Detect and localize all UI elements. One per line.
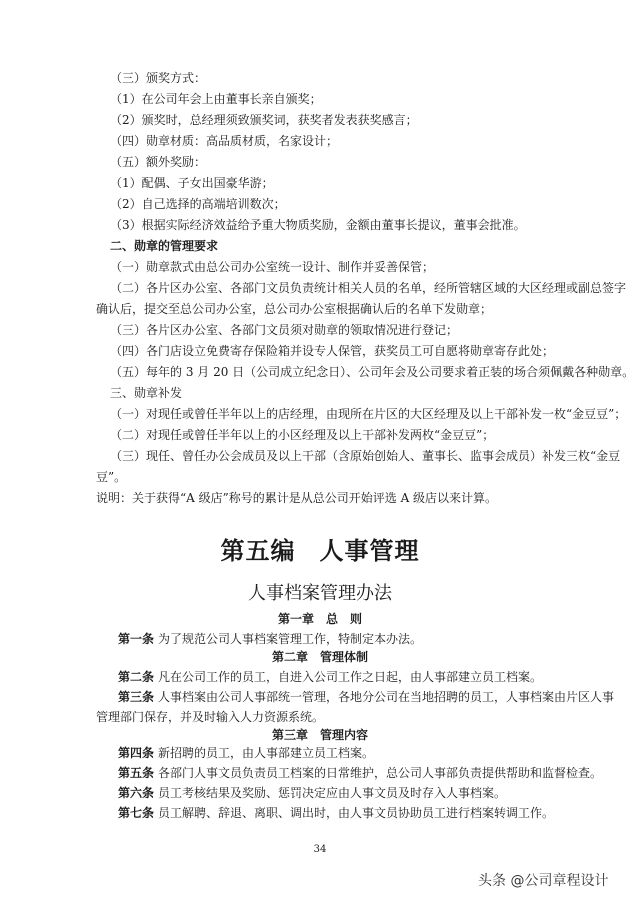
article-number: 第二条	[118, 670, 155, 684]
management-item: （二）各片区办公室、各部门文员负责统计相关人员的名单，经所管辖区域的大区经理或副总签字	[110, 281, 627, 295]
award-item: （2）颁奖时，总经理须致颁奖词，获奖者发表获奖感言；	[110, 113, 418, 127]
article	[118, 765, 602, 781]
management-item: （三）各片区办公室、各部门文员须对勋章的领取情况进行登记；	[110, 323, 459, 337]
part-number: 第五编	[220, 536, 296, 565]
award-item: （1）配偶、子女出国豪华游；	[110, 176, 274, 190]
article-text: 人事档案由公司人事部统一管理，各地分公司在当地招聘的员工，人事档案由片区人事	[158, 690, 615, 704]
management-item-continuation: 确认后，提交至总公司办公室，总公司办公室根据确认后的名单下发勋章；	[96, 302, 493, 316]
article-number: 第四条	[118, 746, 155, 760]
article-number: 第三条	[118, 690, 155, 704]
chapter-heading: 第三章 管理内容	[271, 728, 368, 742]
award-item: （五）额外奖励：	[110, 155, 207, 169]
article-text: 新招聘的员工，由人事部建立员工档案。	[158, 746, 375, 760]
article	[118, 631, 422, 647]
article-number: 第一条	[118, 632, 155, 646]
article	[118, 745, 374, 761]
article-number: 第七条	[118, 806, 155, 820]
management-item: （一）勋章款式由总公司办公室统一设计、制作并妥善保管；	[110, 260, 435, 274]
article-number: 第五条	[118, 766, 155, 780]
article-text: 为了规范公司人事档案管理工作，特制定本办法。	[158, 632, 423, 646]
page-number: 34	[313, 844, 327, 855]
article	[118, 805, 554, 821]
section-heading: 三、勋章补发	[110, 386, 183, 400]
section-heading: 二、勋章的管理要求	[110, 239, 219, 253]
reissue-item: （二）对现任或曾任半年以上的小区经理及以上干部补发两枚“金豆豆”；	[110, 428, 495, 442]
reissue-item: （一）对现任或曾任半年以上的店经理，由现所在片区的大区经理及以上干部补发一枚“金豆豆”；	[110, 407, 627, 421]
article-text: 员工考核结果及奖励、惩罚决定应由人事文员及时存入人事档案。	[158, 786, 507, 800]
chapter-heading: 第二章 管理体制	[271, 650, 368, 664]
part-name: 人事管理	[319, 536, 420, 565]
chapter-heading: 第一章 总 则	[277, 612, 362, 626]
management-item: （四）各门店设立免费寄存保险箱并设专人保管，获奖员工可自愿将勋章寄存此处；	[110, 344, 555, 358]
article-text: 凡在公司工作的员工，自进入公司工作之日起，由人事部建立员工档案。	[158, 670, 543, 684]
article-text: 各部门人事文员负责员工档案的日常维护，总公司人事部负责提供帮助和监督检查。	[158, 766, 603, 780]
award-method-heading: （三）颁奖方式：	[110, 71, 207, 85]
article	[118, 669, 542, 685]
reissue-item-continuation: 豆”。	[96, 470, 127, 484]
award-item: （3）根据实际经济效益给予重大物质奖励，金额由董事长提议，董事会批准。	[110, 218, 526, 232]
watermark: 头条 @公司章程设计	[478, 873, 609, 889]
award-item: （2）自己选择的高端培训数次；	[110, 197, 286, 211]
award-item: （四）勋章材质：高品质材质，名家设计；	[110, 134, 339, 148]
article	[118, 785, 506, 801]
document-title: 人事档案管理办法	[248, 583, 392, 604]
article	[118, 689, 614, 705]
article-text: 员工解聘、辞退、离职、调出时，由人事文员协助员工进行档案转调工作。	[158, 806, 555, 820]
note: 说明：关于获得“A 级店”称号的累计是从总公司开始评选 A 级店以来计算。	[96, 491, 498, 505]
award-item: （1）在公司年会上由董事长亲自颁奖；	[110, 92, 322, 106]
reissue-item: （三）现任、曾任办公会成员及以上干部（含原始创始人、董事长、监事会成员）补发三枚“金豆	[110, 449, 621, 463]
part-title	[0, 536, 640, 566]
article-number: 第六条	[118, 786, 155, 800]
management-item: （五）每年的 3 月 20 日（公司成立纪念日）、公司年会及公司要求着正装的场合须佩戴各种勋章。	[110, 365, 635, 379]
article-continuation: 管理部门保存，并及时输入人力资源系统。	[96, 710, 325, 724]
